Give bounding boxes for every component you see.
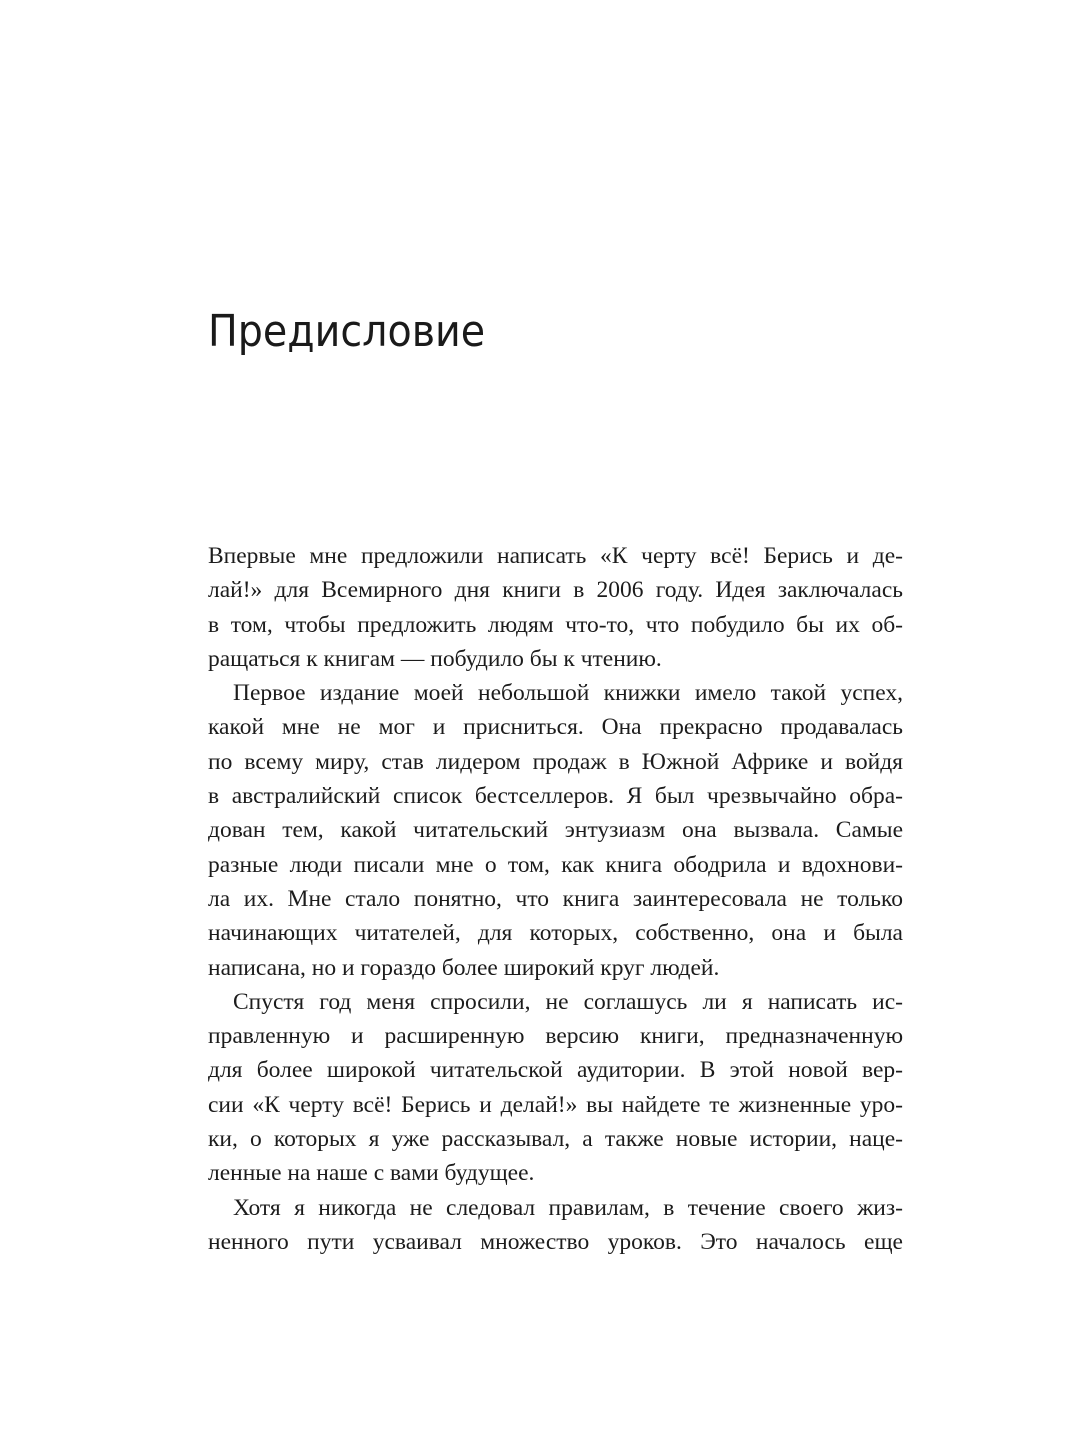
- paragraph-4: [208, 1191, 903, 1260]
- paragraph-2: [208, 676, 903, 985]
- text-line: ращаться к книгам — побудило бы к чтению.: [208, 645, 662, 672]
- text-line: ленные на наше с вами будущее.: [208, 1160, 535, 1187]
- text-line: ненного пути усваивал множество уроков. Это началось еще: [208, 1228, 903, 1255]
- text-line: Впервые мне предложили написать «К черту всё! Берись и де-: [208, 543, 903, 569]
- text-line: для более широкой читательской аудитории. В этой новой вер-: [208, 1057, 903, 1084]
- text-line: ки, о которых я уже рассказывал, а также новые истории, наце-: [208, 1126, 903, 1153]
- text-line: начинающих читателей, для которых, собственно, она и была: [208, 920, 903, 947]
- text-line: дован тем, какой читательский энтузиазм она вызвала. Самые: [208, 817, 903, 844]
- text-line: ла их. Мне стало понятно, что книга заинтересовала не только: [208, 885, 903, 912]
- text-line: Первое издание моей небольшой книжки имело такой успех,: [233, 680, 903, 707]
- text-line: лай!» для Всемирного дня книги в 2006 году. Идея заключалась: [208, 577, 903, 604]
- body-text: [208, 539, 903, 1259]
- text-line: Спустя год меня спросили, не соглашусь ли я написать ис-: [233, 988, 903, 1015]
- text-line: написана, но и гораздо более широкий круг людей.: [208, 954, 720, 981]
- paragraph-1: [208, 539, 903, 676]
- text-line: разные люди писали мне о том, как книга ободрила и вдохнови-: [208, 851, 903, 878]
- text-line: Хотя я никогда не следовал правилам, в течение своего жиз-: [233, 1194, 903, 1221]
- text-line: какой мне не мог и присниться. Она прекрасно продавалась: [208, 714, 903, 741]
- text-line: сии «К черту всё! Берись и делай!» вы найдете те жизненные уро-: [208, 1091, 903, 1118]
- text-line: по всему миру, став лидером продаж в Южной Африке и войдя: [208, 748, 903, 775]
- text-line: в австралийский список бестселлеров. Я был чрезвычайно обра-: [208, 783, 903, 810]
- paragraph-3: [208, 985, 903, 1191]
- text-line: правленную и расширенную версию книги, предназначенную: [208, 1023, 903, 1050]
- page-title: Предисловие: [208, 306, 486, 357]
- text-line: в том, чтобы предложить людям что-то, что побудило бы их об-: [208, 611, 903, 638]
